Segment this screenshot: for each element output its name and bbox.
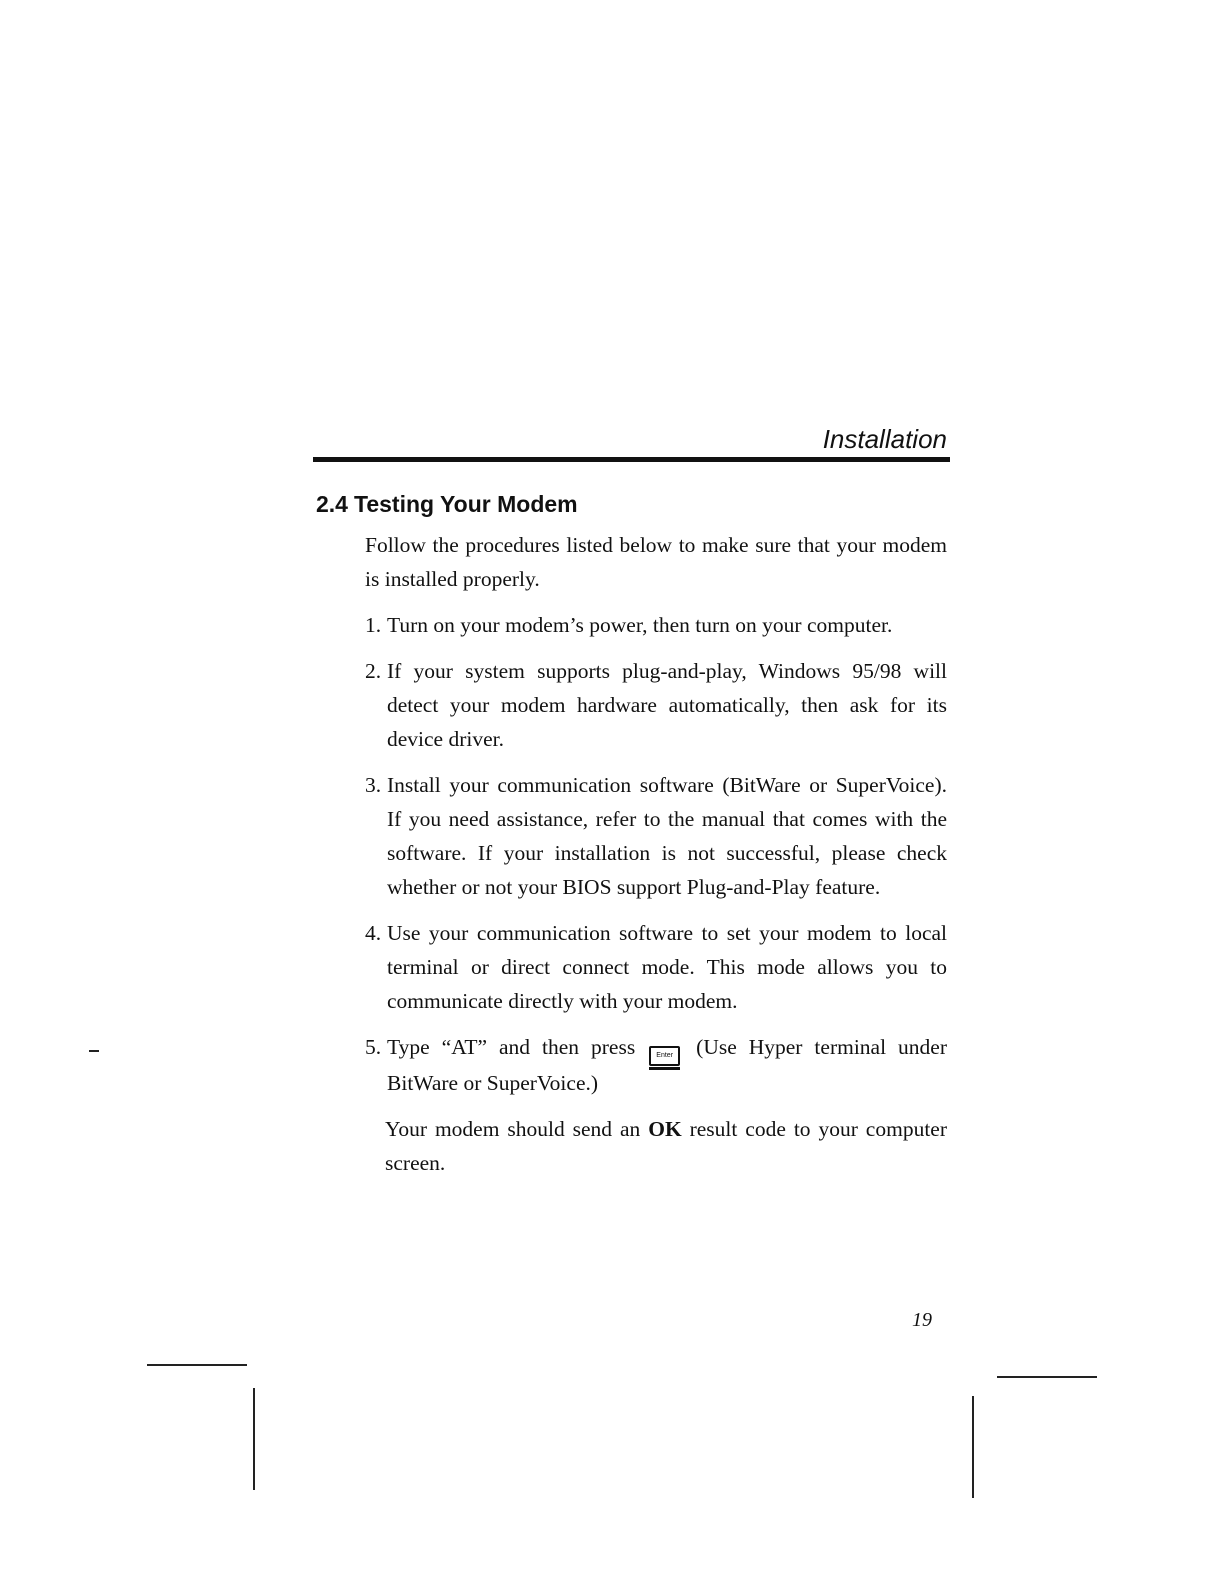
list-item-text <box>387 1030 947 1100</box>
section-body <box>365 528 947 1180</box>
crop-mark <box>89 1050 99 1052</box>
list-marker: 4. <box>365 921 382 945</box>
crop-mark <box>997 1376 1097 1378</box>
result-paragraph <box>365 1112 947 1180</box>
list-item <box>365 654 947 756</box>
list-marker: 3. <box>365 773 382 797</box>
list-marker: 5. <box>365 1035 382 1059</box>
result-code: OK <box>648 1117 682 1141</box>
step-text-before: Type “AT” and then press <box>387 1035 636 1059</box>
page-number: 19 <box>912 1309 932 1331</box>
list-item-text: Turn on your modem’s power, then turn on your computer. <box>387 613 893 637</box>
list-item-text: Install your communication software (BitWare or SuperVoice). If you need assistance, refer to the manual that comes with the software. If your installation is not successful, please check whether or not your BIOS support Plug-and-Play feature. <box>387 773 947 899</box>
list-item-text: If your system supports plug-and-play, Windows 95/98 will detect your modem hardware automatically, then ask for its device driver. <box>387 659 947 751</box>
steps-list <box>365 608 947 1100</box>
list-item <box>365 768 947 904</box>
enter-key-icon: Enter <box>649 1046 680 1066</box>
list-item <box>365 608 947 642</box>
intro-paragraph: Follow the procedures listed below to make sure that your modem is installed properly. <box>365 533 947 591</box>
section-title-text: Testing Your Modem <box>353 491 578 517</box>
crop-mark <box>147 1364 247 1366</box>
crop-mark <box>972 1396 974 1498</box>
header-rule <box>313 457 950 462</box>
list-marker: 1. <box>365 613 382 637</box>
list-marker: 2. <box>365 659 382 683</box>
list-item <box>365 1030 947 1100</box>
result-text-after: result code to your computer screen. <box>385 1117 947 1175</box>
step-text-after: (Use Hyper terminal under BitWare or SuperVoice.) <box>387 1035 947 1095</box>
list-item <box>365 916 947 1018</box>
section-number: 2.4 <box>316 491 348 517</box>
result-text-before: Your modem should send an <box>385 1117 641 1141</box>
crop-mark <box>253 1388 255 1490</box>
list-item-text: Use your communication software to set your modem to local terminal or direct connect mode. This mode allows you to communicate directly with your modem. <box>387 921 947 1013</box>
running-header: Installation <box>822 424 947 454</box>
section-title <box>316 491 578 518</box>
